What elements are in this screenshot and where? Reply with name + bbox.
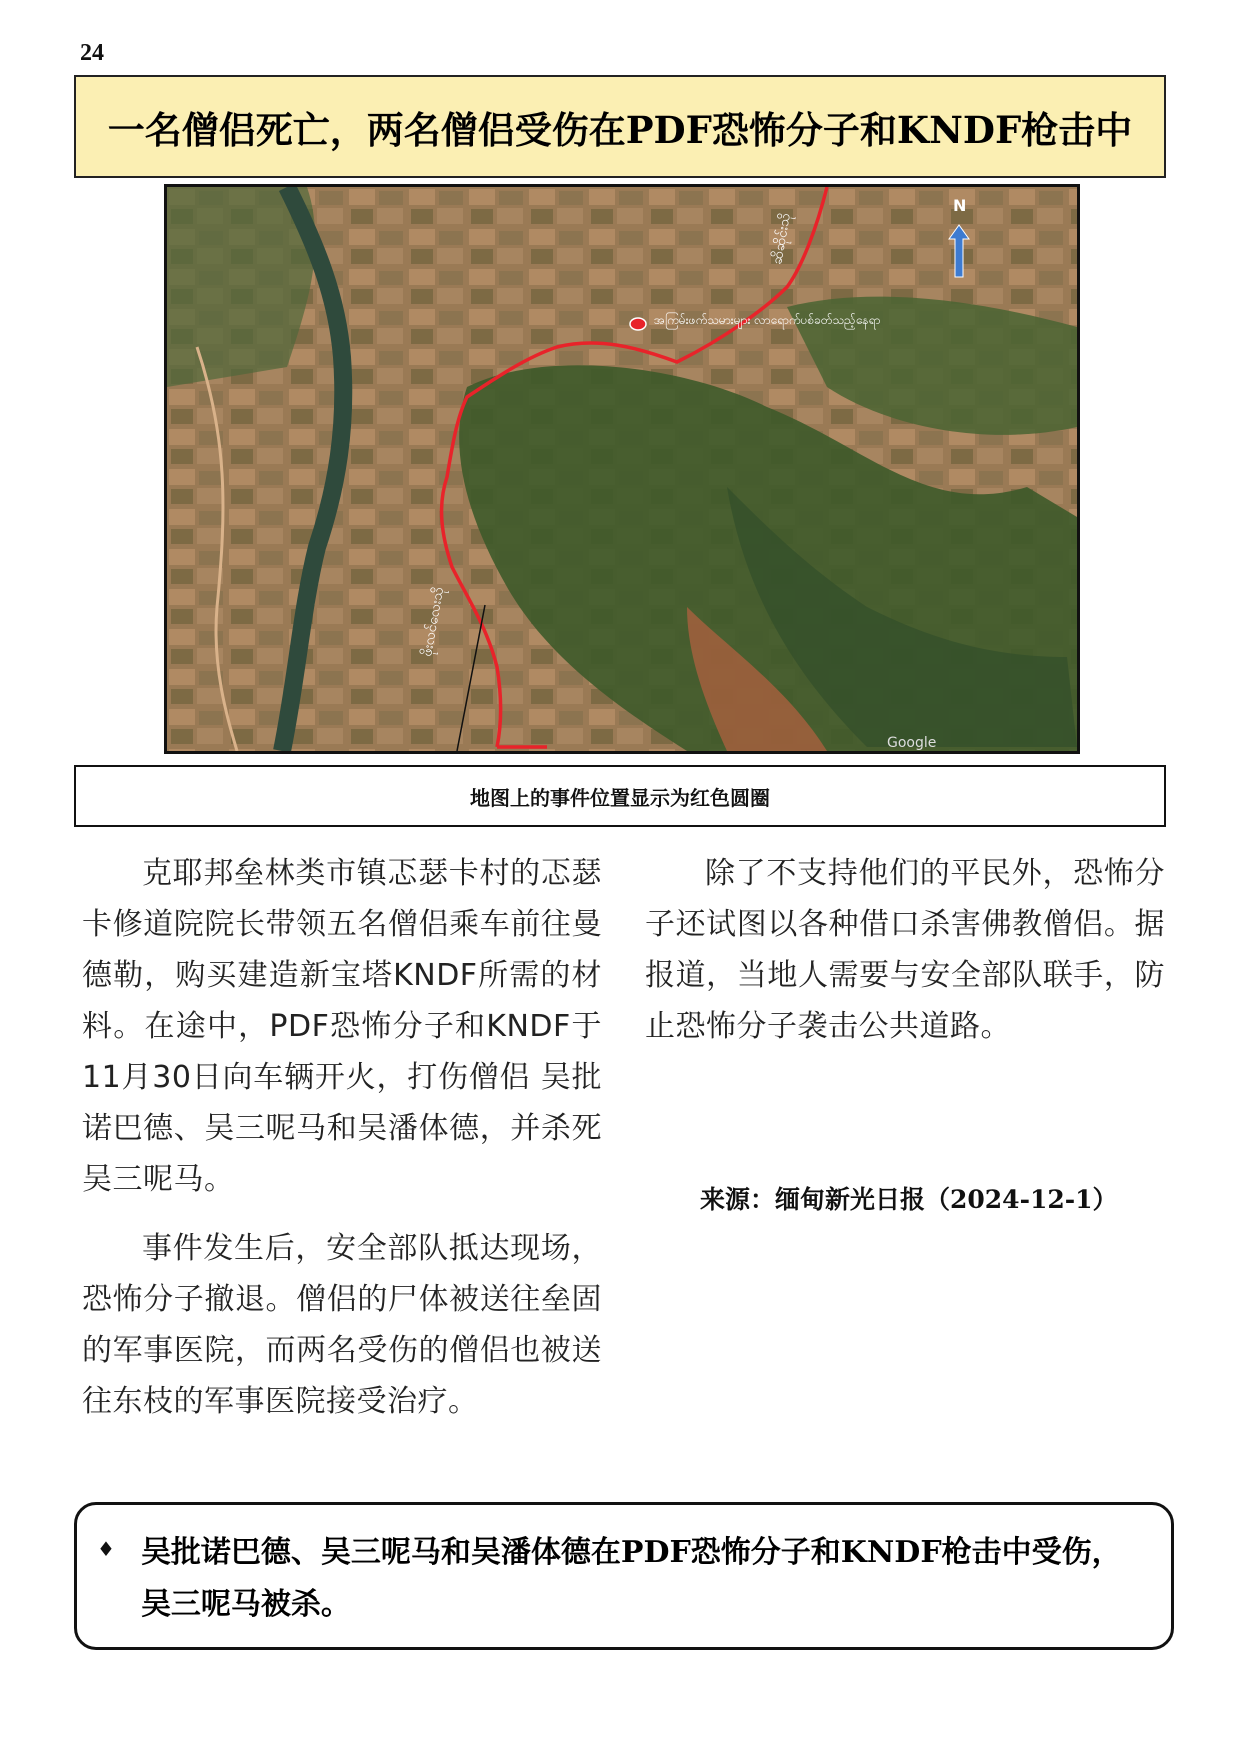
- article-column-right: [645, 848, 1165, 1070]
- summary-box: [74, 1502, 1174, 1650]
- summary-text: 吴批诺巴德、吴三呢马和吴潘体德在PDF恐怖分子和KNDF枪击中受伤，吴三呢马被杀。: [140, 1535, 1122, 1622]
- article-column-left: [82, 848, 602, 1445]
- page-number: 24: [80, 40, 104, 66]
- incident-marker: [630, 318, 646, 330]
- incident-map: [164, 184, 1080, 754]
- map-watermark: Google: [887, 735, 937, 751]
- village-label-top: ဆိဆိုင်းသို: [769, 211, 794, 266]
- village-label-bottom: ဖိုးလင်လေးသို: [419, 585, 448, 658]
- diamond-bullet-icon: ♦: [97, 1537, 115, 1561]
- north-label: N: [953, 196, 967, 215]
- satellite-map: [167, 187, 1077, 751]
- map-caption: 地图上的事件位置显示为红色圆圈: [74, 765, 1166, 827]
- article-title: 一名僧侣死亡，两名僧侣受伤在PDF恐怖分子和KNDF枪击中: [107, 107, 1133, 152]
- incident-label: အကြမ်းဖက်သမားများ လာရောက်ပစ်ခတ်သည့်နေရာ: [654, 313, 881, 327]
- paragraph: 克耶邦垒林类市镇忑瑟卡村的忑瑟卡修道院院长带领五名僧侣乘车前往曼德勒，购买建造新宝塔KNDF所需的材料。在途中，PDF恐怖分子和KNDF于11月30日向车辆开火，打伤僧侣 吴批诺巴德、吴三呢马和吴潘体德，并杀死吴三呢马。: [82, 856, 602, 1197]
- paragraph: 事件发生后，安全部队抵达现场，恐怖分子撤退。僧侣的尸体被送往垒固的军事医院，而两名受伤的僧侣也被送往东枝的军事医院接受治疗。: [82, 1231, 602, 1419]
- title-banner: [74, 75, 1166, 178]
- source-line: 来源：缅甸新光日报（2024-12-1）: [700, 1185, 1118, 1214]
- paragraph: 除了不支持他们的平民外，恐怖分子还试图以各种借口杀害佛教僧侣。据报道，当地人需要与安全部队联手，防止恐怖分子袭击公共道路。: [645, 856, 1165, 1044]
